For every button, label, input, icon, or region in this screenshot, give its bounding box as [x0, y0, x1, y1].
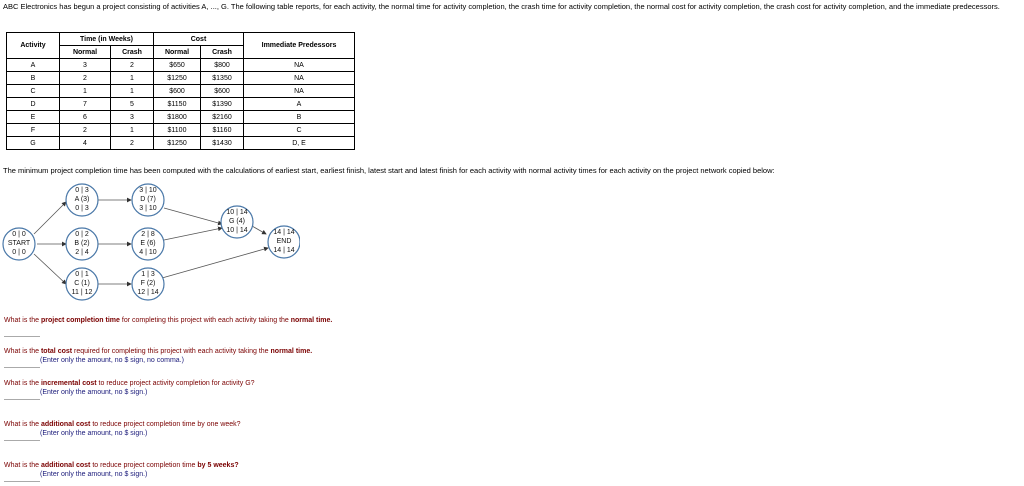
cell-tc: 1: [111, 72, 154, 85]
node-c-bot: 11 | 12: [71, 289, 93, 296]
table-row: [7, 98, 355, 111]
node-d-top: 3 | 10: [139, 187, 157, 194]
cell-cc: $1160: [201, 124, 244, 137]
cell-pred: NA: [244, 72, 355, 85]
cell-cn: $1250: [154, 72, 201, 85]
time-crash-header: Crash: [111, 46, 154, 59]
node-d: [132, 184, 164, 216]
activity-table: [6, 32, 355, 150]
question-4: What is the additional cost to reduce project completion time by one week? (Enter only the amount, no $ sign.): [4, 421, 241, 437]
edge-e-g: [164, 228, 222, 240]
node-b-mid: B (2): [74, 240, 90, 247]
node-a-top: 0 | 3: [75, 187, 89, 194]
cell-act: E: [7, 111, 60, 124]
cell-tn: 3: [60, 59, 111, 72]
node-b-top: 0 | 2: [75, 231, 89, 238]
node-start: [3, 228, 35, 260]
edge-start-c: [34, 254, 66, 284]
node-e-bot: 4 | 10: [139, 249, 157, 256]
cell-tc: 1: [111, 85, 154, 98]
node-e-mid: E (6): [140, 240, 156, 247]
table-row: [7, 59, 355, 72]
cell-pred: C: [244, 124, 355, 137]
cell-act: F: [7, 124, 60, 137]
node-g-mid: G (4): [229, 218, 245, 225]
cost-crash-header: Crash: [201, 46, 244, 59]
node-c-mid: C (1): [74, 280, 90, 287]
table-row: [7, 111, 355, 124]
cell-cc: $1430: [201, 137, 244, 150]
edge-f-end: [162, 248, 268, 278]
node-end-mid: END: [276, 238, 292, 245]
cost-header: Cost: [154, 33, 244, 46]
edge-start-a: [34, 202, 66, 234]
predecessor-header: Immediate Predessors: [244, 33, 355, 59]
question-3: What is the incremental cost to reduce project activity completion for activity G? (Enter only the amount, no $ sign.): [4, 380, 255, 396]
answer-input-1[interactable]: [4, 327, 40, 337]
cell-cn: $650: [154, 59, 201, 72]
cell-tc: 3: [111, 111, 154, 124]
cell-cn: $600: [154, 85, 201, 98]
cell-cn: $1800: [154, 111, 201, 124]
cell-tn: 1: [60, 85, 111, 98]
node-start-mid: START: [7, 240, 31, 247]
time-header: Time (in Weeks): [60, 33, 154, 46]
node-a: [66, 184, 98, 216]
cell-tn: 2: [60, 72, 111, 85]
time-normal-header: Normal: [60, 46, 111, 59]
activity-header: Activity: [7, 33, 60, 59]
cell-pred: D, E: [244, 137, 355, 150]
answer-input-2[interactable]: [4, 358, 40, 368]
node-end: [268, 226, 300, 258]
node-f-top: 1 | 3: [141, 271, 155, 278]
cell-tc: 2: [111, 59, 154, 72]
table-row: [7, 85, 355, 98]
edge-g-end: [252, 226, 266, 234]
node-d-mid: D (7): [140, 196, 156, 203]
cell-pred: A: [244, 98, 355, 111]
table-row: [7, 137, 355, 150]
node-g: [221, 206, 253, 238]
node-g-top: 10 | 14: [226, 209, 248, 216]
answer-input-3[interactable]: [4, 390, 40, 400]
cell-cc: $1390: [201, 98, 244, 111]
cell-tc: 1: [111, 124, 154, 137]
node-c: [66, 268, 98, 300]
node-c-top: 0 | 1: [75, 271, 89, 278]
answer-input-4[interactable]: [4, 431, 40, 441]
node-a-mid: A (3): [74, 196, 90, 203]
cell-cc: $2160: [201, 111, 244, 124]
node-a-bot: 0 | 3: [75, 205, 89, 212]
node-b: [66, 228, 98, 260]
node-start-bot: 0 | 0: [12, 249, 26, 256]
answer-input-5[interactable]: [4, 472, 40, 482]
node-e-top: 2 | 8: [141, 231, 155, 238]
node-f: [132, 268, 164, 300]
node-g-bot: 10 | 14: [226, 227, 248, 234]
cell-cc: $800: [201, 59, 244, 72]
cell-cc: $600: [201, 85, 244, 98]
cost-normal-header: Normal: [154, 46, 201, 59]
project-network: [0, 178, 300, 306]
node-end-bot: 14 | 14: [273, 247, 295, 254]
node-end-top: 14 | 14: [273, 229, 295, 236]
cell-cc: $1350: [201, 72, 244, 85]
question-2: What is the total cost required for completing this project with each activity taking the normal time. (Enter only the amount, no $ sign, no comma.): [4, 348, 313, 364]
network-caption: The minimum project completion time has been computed with the calculations of earliest start, earliest finish, latest start and latest finish for each activity with normal activity times for each activity on the project network copied below:: [3, 166, 775, 175]
cell-tn: 2: [60, 124, 111, 137]
question-5: What is the additional cost to reduce project completion time by 5 weeks? (Enter only the amount, no $ sign.): [4, 462, 239, 478]
cell-cn: $1100: [154, 124, 201, 137]
node-f-mid: F (2): [140, 280, 156, 287]
cell-act: B: [7, 72, 60, 85]
cell-act: D: [7, 98, 60, 111]
intro-text: ABC Electronics has begun a project consisting of activities A, ..., G. The following table reports, for each activity, the normal time for activity completion, the crash time for activity completion, the normal cost for activity completion, the crash cost for activity completion, and the immediate predecessors.: [3, 2, 1000, 11]
edge-d-g: [164, 208, 222, 224]
node-e: [132, 228, 164, 260]
table-row: [7, 124, 355, 137]
cell-pred: NA: [244, 85, 355, 98]
cell-tc: 2: [111, 137, 154, 150]
node-f-bot: 12 | 14: [137, 289, 159, 296]
cell-cn: $1250: [154, 137, 201, 150]
cell-act: G: [7, 137, 60, 150]
cell-act: A: [7, 59, 60, 72]
node-d-bot: 3 | 10: [139, 205, 157, 212]
question-1: What is the project completion time for completing this project with each activity taking the normal time.: [4, 317, 333, 324]
cell-tn: 4: [60, 137, 111, 150]
node-b-bot: 2 | 4: [75, 249, 89, 256]
cell-tc: 5: [111, 98, 154, 111]
node-start-top: 0 | 0: [12, 231, 26, 238]
cell-act: C: [7, 85, 60, 98]
cell-pred: B: [244, 111, 355, 124]
cell-pred: NA: [244, 59, 355, 72]
cell-tn: 7: [60, 98, 111, 111]
table-row: [7, 72, 355, 85]
cell-cn: $1150: [154, 98, 201, 111]
cell-tn: 6: [60, 111, 111, 124]
